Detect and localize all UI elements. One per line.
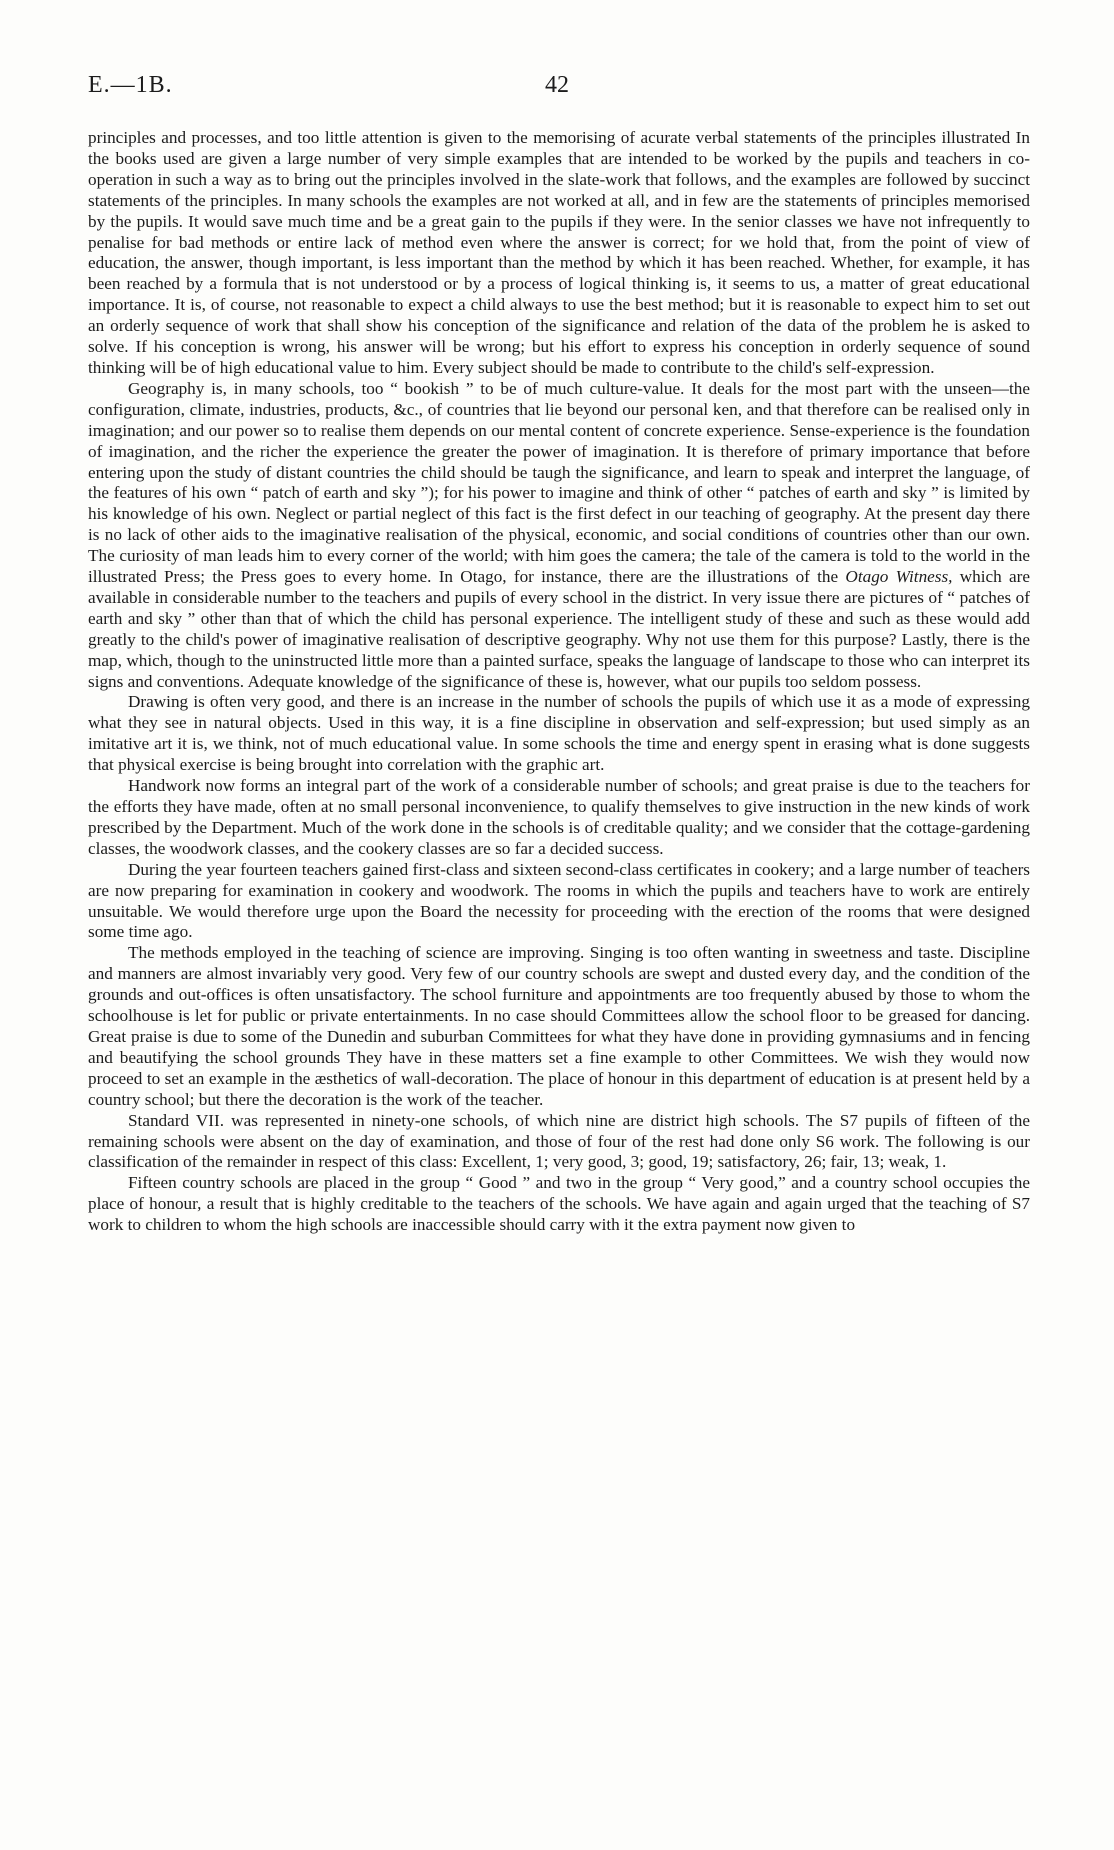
paragraph-cookery: During the year fourteen teachers gained first-class and sixteen second-class certificates in cookery; and a large number of teachers are now preparing for examination in cookery and woodwork. The rooms in which the pupils and teachers have to work are entirely unsuitable. We would therefore urge upon the Board the necessity for proceeding with the erection of the rooms that were designed some time ago. [88, 859, 1030, 942]
page-header [88, 72, 1026, 108]
otago-witness-title: Otago Witness, [845, 567, 953, 587]
page-number: 42 [545, 72, 569, 98]
paragraph-science-and-schools: The methods employed in the teaching of science are improving. Singing is too often wanting in sweetness and taste. Discipline and manners are almost invariably very good. Very few of our country schools are swept and dusted every day, and the condition of the grounds and out-offices is often unsatisfactory. The school furniture and appointments are too frequently abused by those to whom the schoolhouse is let for public or private entertainments. In no case should Committees allow the school floor to be greased for dancing. Great praise is due to some of the Dunedin and suburban Committees for what they have done in providing gymnasiums and in fencing and beautifying the school grounds They have in these matters set a fine example to other Committees. We wish they would now proceed to set an example in the æsthetics of wall-decoration. The place of honour in this department of education is at present held by a country school; but there the decoration is the work of the teacher. [88, 943, 1030, 1109]
body-text [88, 128, 1030, 1236]
paragraph-standard-vii: Standard VII. was represented in ninety-one schools, of which nine are district high schools. The S7 pupils of fifteen of the remaining schools were absent on the day of examination, and those of four of the rest had done only S6 work. The following is our classification of the remainder in respect of this class: Excellent, 1; very good, 3; good, 19; satisfactory, 26; fair, 13; weak, 1. [88, 1110, 1030, 1172]
paragraph-geography-part-2: which are available in considerable number to the teachers and pupils of every school in the district. In very issue there are pictures of “ patches of earth and sky ” other than that of which the child has personal experience. The intelligent study of these and such as these would add greatly to the child's power of imaginative realisation of descriptive geography. Why not use them for this purpose? Lastly, there is the map, which, though to the uninstructed little more than a painted surface, speaks the language of landscape to those who can interpret its signs and conventions. Adequate knowledge of the significance of these is, however, what our pupils too seldom possess. [88, 567, 1030, 691]
paragraph-drawing: Drawing is often very good, and there is an increase in the number of schools the pupils of which use it as a mode of expressing what they see in natural objects. Used in this way, it is a fine discipline in observation and self-expression; but used simply as an imitative art it is, we think, not of much educational value. In some schools the time and energy spent in erasing what is done suggests that physical exercise is being brought into correlation with the graphic art. [88, 692, 1030, 775]
paragraph-country-schools: Fifteen country schools are placed in the group “ Good ” and two in the group “ Very good,” and a country school occupies the place of honour, a result that is highly creditable to the teachers of the schools. We have again and again urged that the teaching of S7 work to children to whom the high schools are inaccessible should carry with it the extra payment now given to [88, 1173, 1030, 1235]
paragraph-arithmetic: principles and processes, and too little attention is given to the memorising of acurate verbal statements of the principles illustrated In the books used are given a large number of very simple examples that are intended to be worked by the pupils and teachers in co-operation in such a way as to bring out the principles involved in the slate-work that follows, and the examples are followed by succinct statements of the principles. In many schools the examples are not worked at all, and in few are the statements of principles memorised by the pupils. It would save much time and be a great gain to the pupils if they were. In the senior classes we have not infrequently to penalise for bad methods or entire lack of method even where the answer is correct; for we hold that, from the point of view of education, the answer, though important, is less important than the method by which it has been reached. Whether, for example, it has been reached by a formula that is not understood or by a process of logical thinking is, it seems to us, a matter of great educational importance. It is, of course, not reasonable to expect a child always to use the best method; but it is reasonable to expect him to set out an orderly sequence of work that shall show his conception of the significance and relation of the data of the problem he is asked to solve. If his conception is wrong, his answer will be wrong; but his effort to express his conception in orderly sequence of sound thinking will be of high educational value to him. Every subject should be made to contribute to the child's self-expression. [88, 128, 1030, 377]
paragraph-geography-part-1: Geography is, in many schools, too “ bookish ” to be of much culture-value. It deals for the most part with the unseen—the configuration, climate, industries, products, &c., of countries that lie beyond our personal ken, and that therefore can be realised only in imagination; and our power so to realise them depends on our mental content of concrete experience. Sense-experience is the foundation of imagination, and the richer the experience the greater the power of imagination. It is therefore of primary importance that before entering upon the study of distant countries the child should be taugh the significance, and learn to speak and interpret the language, of the features of his own “ patch of earth and sky ”); for his power to imagine and think of other “ patches of earth and sky ” is limited by his knowledge of his own. Neglect or partial neglect of this fact is the first defect in our teaching of geography. At the present day there is no lack of other aids to the imaginative realisation of the physical, economic, and social conditions of countries other than our own. The curiosity of man leads him to every corner of the world; with him goes the camera; the tale of the camera is told to the world in the illustrated Press; the Press goes to every home. In Otago, for instance, there are the illustrations of the [88, 378, 1030, 587]
document-code: E.—1B. [88, 72, 173, 98]
paragraph-handwork: Handwork now forms an integral part of the work of a considerable number of schools; and great praise is due to the teachers for the efforts they have made, often at no small personal inconvenience, to qualify themselves to give instruction in the new kinds of work prescribed by the Department. Much of the work done in the schools is of creditable quality; and we consider that the cottage-gardening classes, the woodwork classes, and the cookery classes are so far a decided success. [88, 776, 1030, 858]
paragraph-geography [88, 379, 1030, 693]
